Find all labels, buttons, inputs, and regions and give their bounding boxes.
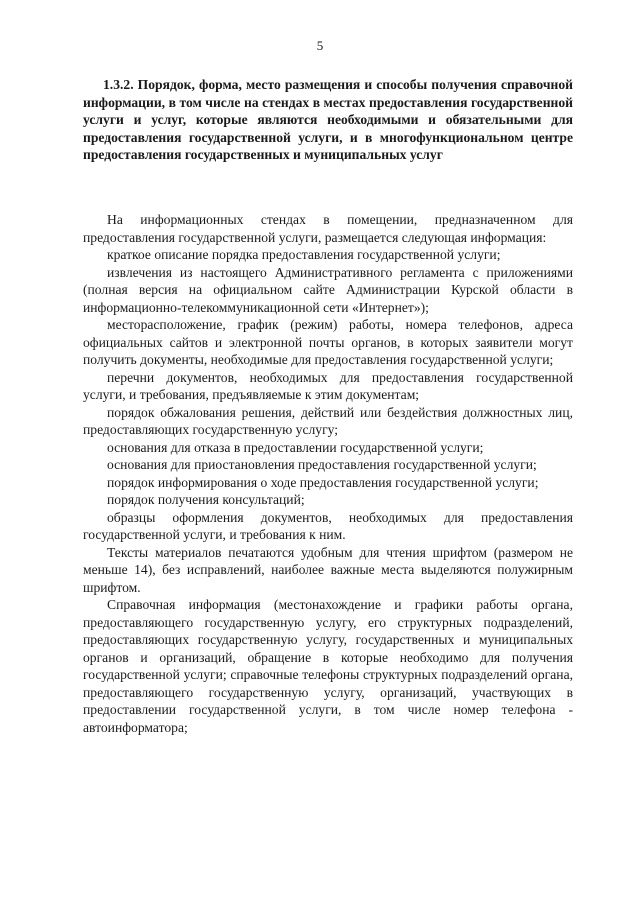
list-item: основания для отказа в предоставлении государственной услуги; (107, 439, 484, 455)
list-item: основания для приостановления предоставления государственной услуги; (107, 457, 537, 472)
body-text (83, 211, 573, 736)
list-item: месторасположение, график (режим) работы, номера телефонов, адреса официальных сайтов и электронной почты органов, в которых заявители могут получить документы, необходимые для предоставления государственной услуги; (83, 317, 573, 367)
list-item: образцы оформления документов, необходимых для предоставления государственной услуги, и требования к ним. (83, 509, 573, 542)
page-number: 5 (316, 38, 324, 53)
list-item: порядок получения консультаций; (107, 492, 305, 507)
list-item: извлечения из настоящего Административного регламента с приложениями (полная версия на официальном сайте Администрации Курской области в информационно-телекоммуникационной сети «Интернет»); (83, 264, 573, 315)
list-item: перечни документов, необходимых для предоставления государственной услуги, и требования, предъявляемые к этим документам; (83, 369, 573, 402)
paragraph: На информационных стендах в помещении, предназначенном для предоставления государственной услуги, размещается следующая информация: (83, 212, 573, 245)
paragraph: Справочная информация (местонахождение и графики работы органа, предоставляющего государственную услугу, его структурных подразделений, предоставляющих государственную услугу, государственных и муниципальных органов и организаций, обращение в которые необходимо для получения государственной услуги; справочные телефоны структурных подразделений органа, предоставляющего государственную услугу, организаций, участвующих в предоставлении государственной услуги, в том числе номер телефона - автоинформатора; (83, 597, 573, 735)
list-item: порядок обжалования решения, действий или бездействия должностных лиц, предоставляющих государственную услугу; (83, 404, 573, 437)
list-item: краткое описание порядка предоставления государственной услуги; (107, 247, 501, 262)
list-item: порядок информирования о ходе предоставления государственной услуги; (107, 474, 539, 490)
paragraph: Тексты материалов печатаются удобным для чтения шрифтом (размером не меньше 14), без исправлений, наиболее важные места выделяются полужирным шрифтом. (83, 544, 573, 595)
section-heading: 1.3.2. Порядок, форма, место размещения и способы получения справочной информации, в том числе на стендах в местах предоставления государственной услуги и услуг, которые являются необходимыми и обязательными для предоставления государственной услуги, и в многофункциональном центре предоставления государственных и муниципальных услуг (83, 77, 573, 162)
